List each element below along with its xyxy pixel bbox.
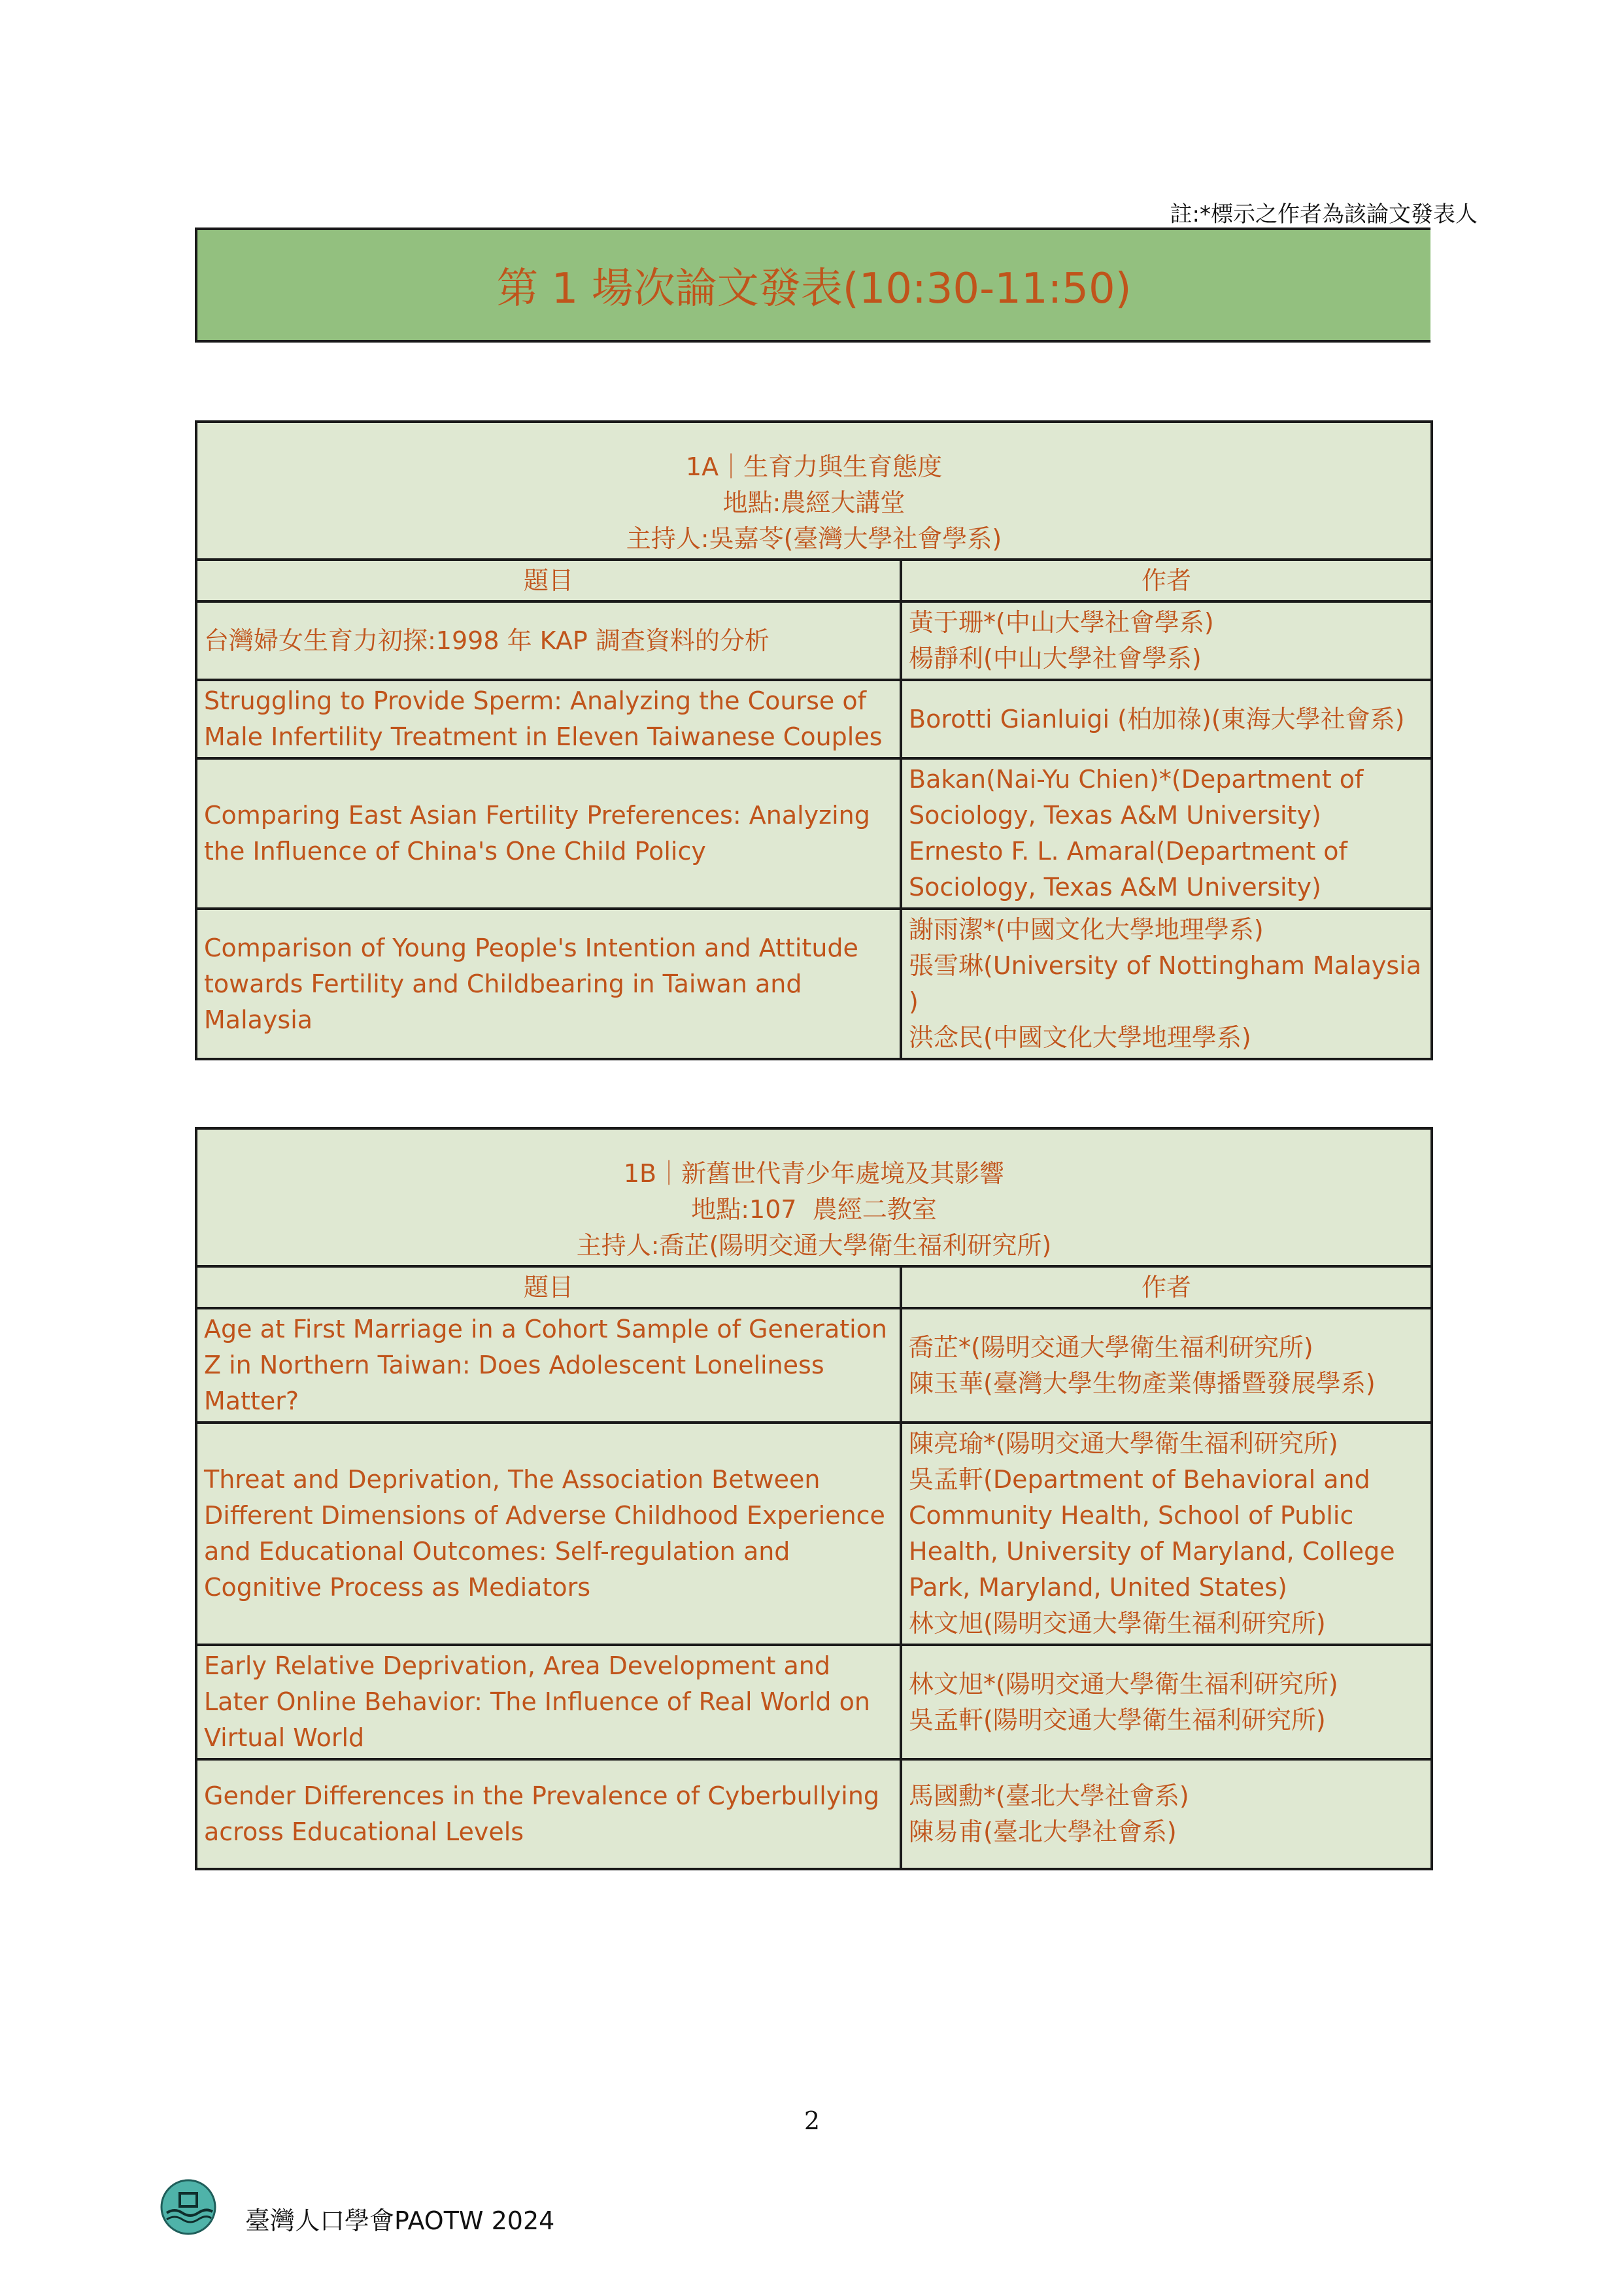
session-title-banner: 第 1 場次論文發表(10:30-11:50) bbox=[195, 228, 1430, 343]
author: 馬國勳*(臺北大學社會系) bbox=[909, 1781, 1189, 1810]
author: 陳玉華(臺灣大學生物產業傳播暨發展學系) bbox=[909, 1368, 1376, 1398]
table-row bbox=[196, 1308, 1432, 1423]
author: 吳孟軒(Department of Behavioral and Community Health, School of Public Health, University of Maryland, College Park, Maryland, United States) bbox=[909, 1465, 1395, 1602]
paper-authors bbox=[901, 1759, 1432, 1869]
table-row bbox=[196, 1759, 1432, 1869]
author: 吳孟軒(陽明交通大學衛生福利研究所) bbox=[909, 1705, 1326, 1734]
paper-title: Struggling to Provide Sperm: Analyzing the Course of Male Infertility Treatment in Eleven Taiwanese Couples bbox=[196, 680, 901, 758]
author: 喬芷*(陽明交通大學衛生福利研究所) bbox=[909, 1332, 1313, 1362]
paper-title: 台灣婦女生育力初探:1998 年 KAP 調查資料的分析 bbox=[196, 601, 901, 680]
author: 黃于珊*(中山大學社會學系) bbox=[909, 608, 1214, 637]
paotw-logo-icon bbox=[160, 2179, 216, 2235]
table-row bbox=[196, 601, 1432, 680]
author: 陳易甫(臺北大學社會系) bbox=[909, 1817, 1177, 1846]
paper-authors bbox=[901, 680, 1432, 758]
author: 張雪琳(University of Nottingham Malaysia ) bbox=[909, 951, 1422, 1016]
session-table-1b bbox=[195, 1127, 1433, 1870]
paper-title: Gender Differences in the Prevalence of Cyberbullying across Educational Levels bbox=[196, 1759, 901, 1869]
session-host: 主持人:吳嘉苓(臺灣大學社會學系) bbox=[626, 524, 1002, 553]
author: 謝雨潔*(中國文化大學地理學系) bbox=[909, 915, 1264, 944]
session-header-1b bbox=[196, 1128, 1432, 1266]
author: 林文旭*(陽明交通大學衛生福利研究所) bbox=[909, 1669, 1338, 1698]
paper-title: Threat and Deprivation, The Association Between Different Dimensions of Adverse Childhood Experience and Educational Outcomes: Self-regulation and Cognitive Process as Mediators bbox=[196, 1423, 901, 1645]
paper-authors bbox=[901, 1645, 1432, 1759]
paper-title: Comparison of Young People's Intention and Attitude towards Fertility and Childbearing in Taiwan and Malaysia bbox=[196, 909, 901, 1059]
author: 陳亮瑜*(陽明交通大學衛生福利研究所) bbox=[909, 1429, 1338, 1458]
paper-title: Comparing East Asian Fertility Preferences: Analyzing the Influence of China's One Child Policy bbox=[196, 758, 901, 909]
author: Bakan(Nai-Yu Chien)*(Department of Sociology, Texas A&M University) bbox=[909, 765, 1364, 830]
author: 楊靜利(中山大學社會學系) bbox=[909, 644, 1202, 673]
session-table-1a bbox=[195, 420, 1433, 1060]
session-location: 地點:農經大講堂 bbox=[722, 488, 905, 517]
author: Borotti Gianluigi (柏加祿)(東海大學社會系) bbox=[909, 704, 1405, 734]
paper-authors bbox=[901, 601, 1432, 680]
session-heading: 1A｜生育力與生育態度 bbox=[685, 452, 943, 481]
author: 洪念民(中國文化大學地理學系) bbox=[909, 1023, 1251, 1052]
table-row bbox=[196, 1423, 1432, 1645]
author: 林文旭(陽明交通大學衛生福利研究所) bbox=[909, 1609, 1326, 1638]
session-host: 主持人:喬芷(陽明交通大學衛生福利研究所) bbox=[576, 1231, 1052, 1260]
page-number: 2 bbox=[804, 2106, 820, 2135]
paper-authors bbox=[901, 758, 1432, 909]
paper-authors bbox=[901, 1308, 1432, 1423]
session-header-1a bbox=[196, 422, 1432, 560]
footer-organization: 臺灣人口學會PAOTW 2024 bbox=[245, 2206, 555, 2235]
paper-authors bbox=[901, 1423, 1432, 1645]
paper-authors bbox=[901, 909, 1432, 1059]
column-header-title: 題目 bbox=[196, 560, 901, 601]
column-header-author: 作者 bbox=[901, 560, 1432, 601]
paper-title: Age at First Marriage in a Cohort Sample of Generation Z in Northern Taiwan: Does Adolescent Loneliness Matter? bbox=[196, 1308, 901, 1423]
table-row bbox=[196, 680, 1432, 758]
session-location: 地點:107 農經二教室 bbox=[691, 1195, 937, 1224]
table-row bbox=[196, 758, 1432, 909]
presenter-note: 註:*標示之作者為該論文發表人 bbox=[1170, 201, 1478, 228]
table-row bbox=[196, 1645, 1432, 1759]
session-heading: 1B｜新舊世代青少年處境及其影響 bbox=[623, 1159, 1005, 1188]
paper-title: Early Relative Deprivation, Area Development and Later Online Behavior: The Influence of Real World on Virtual World bbox=[196, 1645, 901, 1759]
table-row bbox=[196, 909, 1432, 1059]
column-header-author: 作者 bbox=[901, 1266, 1432, 1308]
author: Ernesto F. L. Amaral(Department of Sociology, Texas A&M University) bbox=[909, 837, 1347, 902]
column-header-title: 題目 bbox=[196, 1266, 901, 1308]
